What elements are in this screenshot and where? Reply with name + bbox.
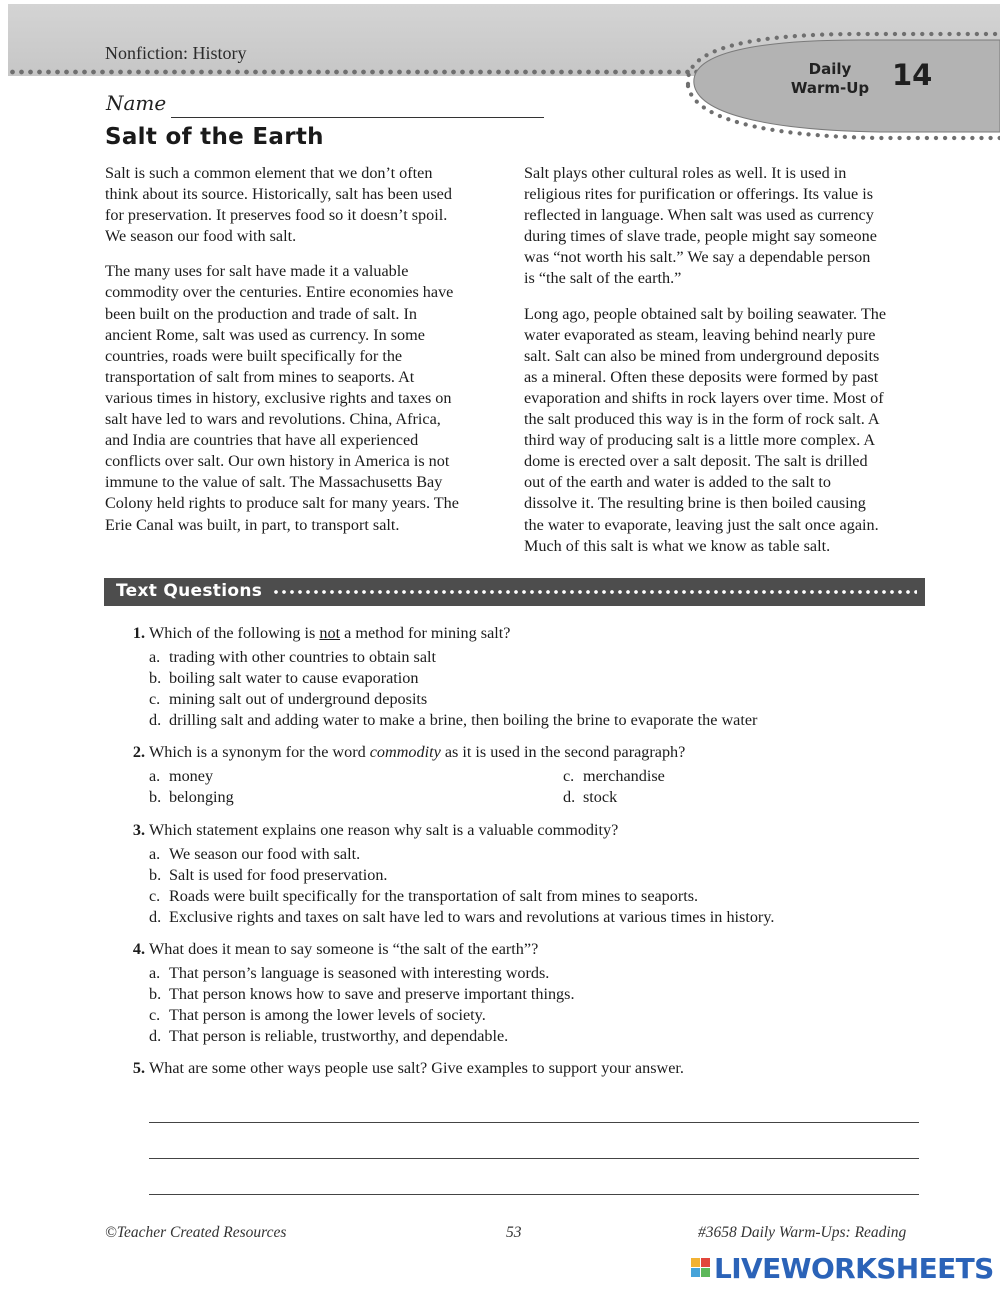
option-text: money	[169, 767, 214, 786]
passage-paragraph: Salt plays other cultural roles as well. It is used in religious rites for purification or offerings. Its value is reflected in language. When salt was used as currency during times of slave trade, people might say someone was “not worth his salt.” We say a dependable person is “the salt of the earth.”	[524, 164, 877, 288]
option-text: belonging	[169, 788, 234, 807]
name-field[interactable]	[106, 91, 166, 115]
question-2	[120, 741, 925, 808]
option-letter: b.	[149, 865, 162, 884]
option-letter: b.	[149, 788, 162, 807]
option-letter: b.	[149, 985, 162, 1004]
option-text: That person’s language is seasoned with interesting words.	[169, 963, 550, 982]
answer-option[interactable]	[563, 787, 863, 808]
option-letter: c.	[149, 690, 161, 709]
question-stem	[120, 622, 925, 644]
option-text: Exclusive rights and taxes on salt have led to wars and revolutions at various times in history.	[169, 907, 775, 926]
stem-italic-word: commodity	[369, 743, 441, 762]
question-number: 2.	[132, 743, 145, 762]
stem-text: What does it mean to say someone is “the salt of the earth”?	[149, 939, 539, 958]
answer-line[interactable]	[149, 1123, 919, 1159]
answer-option[interactable]	[149, 1005, 925, 1026]
question-5	[120, 1057, 925, 1195]
answer-option[interactable]	[149, 647, 925, 668]
option-text: mining salt out of underground deposits	[169, 690, 428, 709]
answer-option[interactable]	[149, 907, 925, 928]
passage-right-column	[524, 163, 924, 571]
option-text: That person is reliable, trustworthy, and dependable.	[169, 1027, 509, 1046]
answer-option[interactable]	[563, 766, 863, 787]
answer-option[interactable]	[149, 689, 925, 710]
stem-underlined-word: not	[319, 624, 341, 642]
badge-line-1: Daily	[808, 60, 852, 78]
question-1	[120, 622, 925, 731]
page-title: Salt of the Earth	[105, 124, 324, 150]
name-input-line[interactable]	[171, 117, 544, 118]
option-letter: d.	[149, 711, 162, 730]
badge-line-2: Warm-Up	[790, 79, 870, 97]
stem-text: Which is a synonym for the word	[149, 743, 370, 762]
question-number: 3.	[132, 820, 145, 839]
option-text: stock	[583, 788, 618, 807]
answer-line[interactable]	[149, 1087, 919, 1123]
option-letter: d.	[149, 1027, 162, 1046]
option-text: drilling salt and adding water to make a brine, then boiling the brine to evaporate the water	[169, 711, 758, 730]
category-label: Nonfiction: History	[105, 43, 247, 63]
questions-list	[120, 622, 925, 1205]
answer-option[interactable]	[149, 844, 925, 865]
question-stem	[120, 1057, 925, 1079]
option-text: trading with other countries to obtain salt	[169, 648, 437, 666]
option-text: That person is among the lower levels of society.	[169, 1006, 486, 1025]
liveworksheets-watermark: LIVEWORKSHEETS	[714, 1252, 994, 1285]
option-letter: a.	[149, 767, 161, 786]
option-letter: b.	[149, 669, 162, 688]
answer-option[interactable]	[149, 787, 563, 808]
answer-options	[149, 766, 925, 808]
name-label: Name	[106, 91, 167, 115]
answer-option[interactable]	[149, 963, 925, 984]
passage-paragraph: Long ago, people obtained salt by boiling seawater. The water evaporated as steam, leaving behind nearly pure salt. Salt can also be mined from underground deposits as a mineral. Often these deposits were formed by past evaporation and shifts in rock layers over time. Most of the salt produced this way is in the form of rock salt. A third way of producing salt is a little more complex. A dome is erected over a salt deposit. The salt is drilled out of the earth and water is added to the salt to dissolve it. The resulting brine is then boiled causing the water to evaporate, leaving just the salt once again. Much of this salt is what we know as table salt.	[524, 304, 887, 555]
question-4	[120, 938, 925, 1047]
question-number: 1.	[132, 624, 145, 642]
passage-paragraph: Salt is such a common element that we don’t often think about its source. Historically, salt has been used for preservation. It preserves food so it doesn’t spoil. We season our food with salt.	[105, 164, 452, 246]
option-letter: d.	[149, 907, 162, 926]
text-questions-dots	[272, 588, 917, 596]
daily-warmup-label	[775, 60, 885, 98]
option-text: Salt is used for food preservation.	[169, 865, 388, 884]
question-stem	[120, 938, 925, 960]
option-letter: c.	[563, 767, 575, 786]
option-letter: a.	[149, 844, 161, 863]
text-questions-label: Text Questions	[116, 581, 263, 601]
option-letter: c.	[149, 886, 161, 905]
text-questions-bar	[104, 578, 925, 606]
option-text: merchandise	[583, 767, 665, 786]
stem-text: What are some other ways people use salt? Give examples to support your answer.	[149, 1059, 684, 1078]
option-letter: c.	[149, 1006, 161, 1025]
question-3	[120, 819, 925, 928]
footer-copyright: ©Teacher Created Resources	[105, 1224, 287, 1241]
option-text: boiling salt water to cause evaporation	[169, 669, 419, 688]
option-letter: a.	[149, 648, 161, 666]
written-answer-area	[149, 1087, 925, 1195]
option-text: That person knows how to save and preserve important things.	[169, 985, 575, 1004]
question-stem	[120, 741, 925, 763]
stem-text: Which of the following is	[149, 624, 320, 642]
answer-option[interactable]	[149, 668, 925, 689]
answer-options	[149, 647, 925, 731]
answer-option[interactable]	[149, 766, 563, 787]
answer-line[interactable]	[149, 1159, 919, 1195]
option-letter: a.	[149, 963, 161, 982]
answer-option[interactable]	[149, 865, 925, 886]
passage-left-column	[105, 163, 505, 550]
passage-paragraph: The many uses for salt have made it a valuable commodity over the centuries. Entire economies have been built on the production and trade of salt. In ancient Rome, salt was used as currency. In some countries, roads were built specifically for the transportation of salt from mines to seaports. At various times in history, exclusive rights and taxes on salt have led to wars and revolutions. China, Africa, and India are countries that have all experienced conflicts over salt. Our own history in America is not immune to the value of salt. The Massachusetts Bay Colony held rights to produce salt for many years. The Erie Canal was built, in part, to transport salt.	[105, 262, 459, 534]
warmup-number: 14	[892, 58, 933, 92]
option-letter: d.	[563, 788, 576, 807]
answer-options	[149, 963, 925, 1047]
stem-text: as it is used in the second paragraph?	[440, 743, 686, 762]
answer-option[interactable]	[149, 984, 925, 1005]
option-text: We season our food with salt.	[169, 844, 361, 863]
answer-options	[149, 844, 925, 928]
option-text: Roads were built specifically for the transportation of salt from mines to seaports.	[169, 886, 699, 905]
question-number: 5.	[132, 1059, 145, 1078]
answer-option[interactable]	[149, 1026, 925, 1047]
footer-page-number: 53	[506, 1224, 522, 1241]
question-stem	[120, 819, 925, 841]
stem-text: a method for mining salt?	[340, 624, 511, 642]
answer-option[interactable]	[149, 710, 925, 731]
question-number: 4.	[132, 939, 145, 958]
answer-option[interactable]	[149, 886, 925, 907]
stem-text: Which statement explains one reason why salt is a valuable commodity?	[149, 820, 619, 839]
footer-product: #3658 Daily Warm-Ups: Reading	[698, 1224, 907, 1241]
